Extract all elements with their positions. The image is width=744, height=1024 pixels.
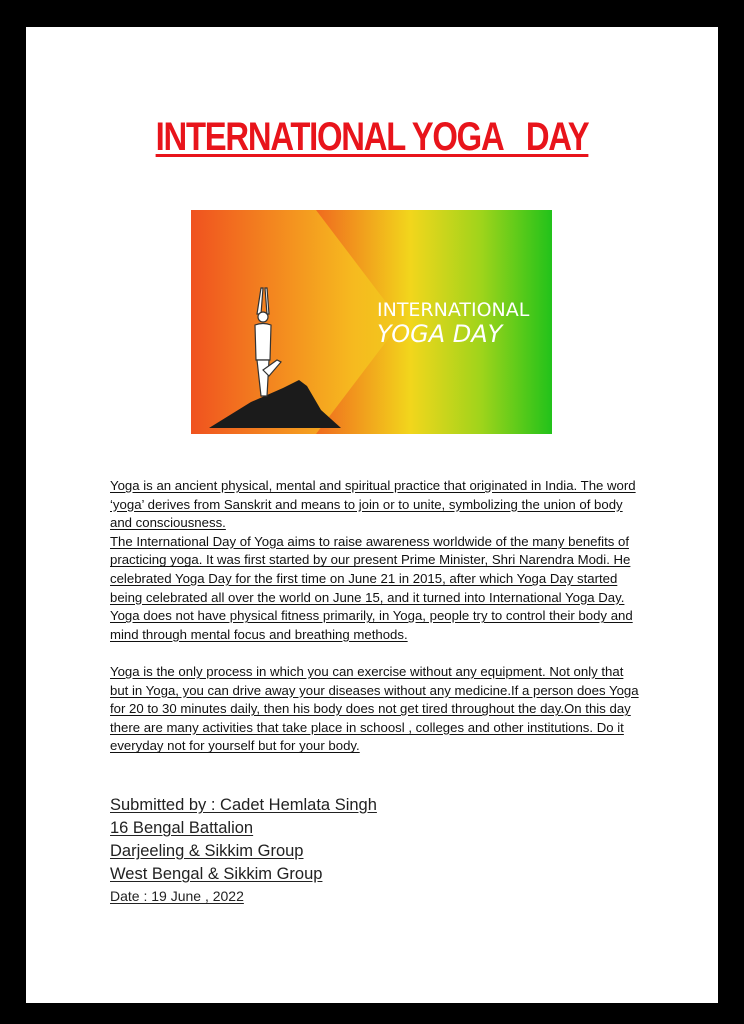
directorate: West Bengal & Sikkim Group: [110, 865, 323, 883]
submitted-by: Submitted by : Cadet Hemlata Singh: [110, 796, 377, 814]
paragraph-2: The International Day of Yoga aims to raise awareness worldwide of the many benefits of practicing yoga. It was first started by our present Prime Minister, Shri Narendra Modi. He celebrated Yoga Day for the first time on June 21 in 2015, after which Yoga Day started being celebrated all over the world on June 15, and it turned into International Yoga Day. Yoga does not have physical fitness primarily, in Yoga, people try to control their body and mind through mental focus and breathing methods.: [110, 533, 633, 642]
date: Date : 19 June , 2022: [110, 888, 244, 904]
svg-text:YOGA DAY: YOGA DAY: [377, 320, 503, 348]
group: Darjeeling & Sikkim Group: [110, 842, 304, 860]
paragraph-1: Yoga is an ancient physical, mental and spiritual practice that originated in India. The word ‘yoga’ derives from Sanskrit and means to join or to unite, symbolizing the union of body and consciousness.: [110, 478, 636, 531]
svg-text:INTERNATIONAL: INTERNATIONAL: [377, 299, 530, 321]
page-title: INTERNATIONAL YOGA DAY: [155, 115, 589, 159]
essay-body: [110, 477, 640, 756]
battalion: 16 Bengal Battalion: [110, 819, 254, 837]
yoga-day-banner: [191, 210, 552, 434]
document-page: [26, 27, 718, 1003]
paragraph-3: Yoga is the only process in which you can exercise without any equipment. Not only that but in Yoga, you can drive away your diseases without any medicine.If a person does Yoga for 20 to 30 minutes daily, then his body does not get tired throughout the day.On this day there are many activities that take place in schoosl , colleges and other institutions. Do it everyday not for yourself but for your body.: [110, 663, 639, 754]
